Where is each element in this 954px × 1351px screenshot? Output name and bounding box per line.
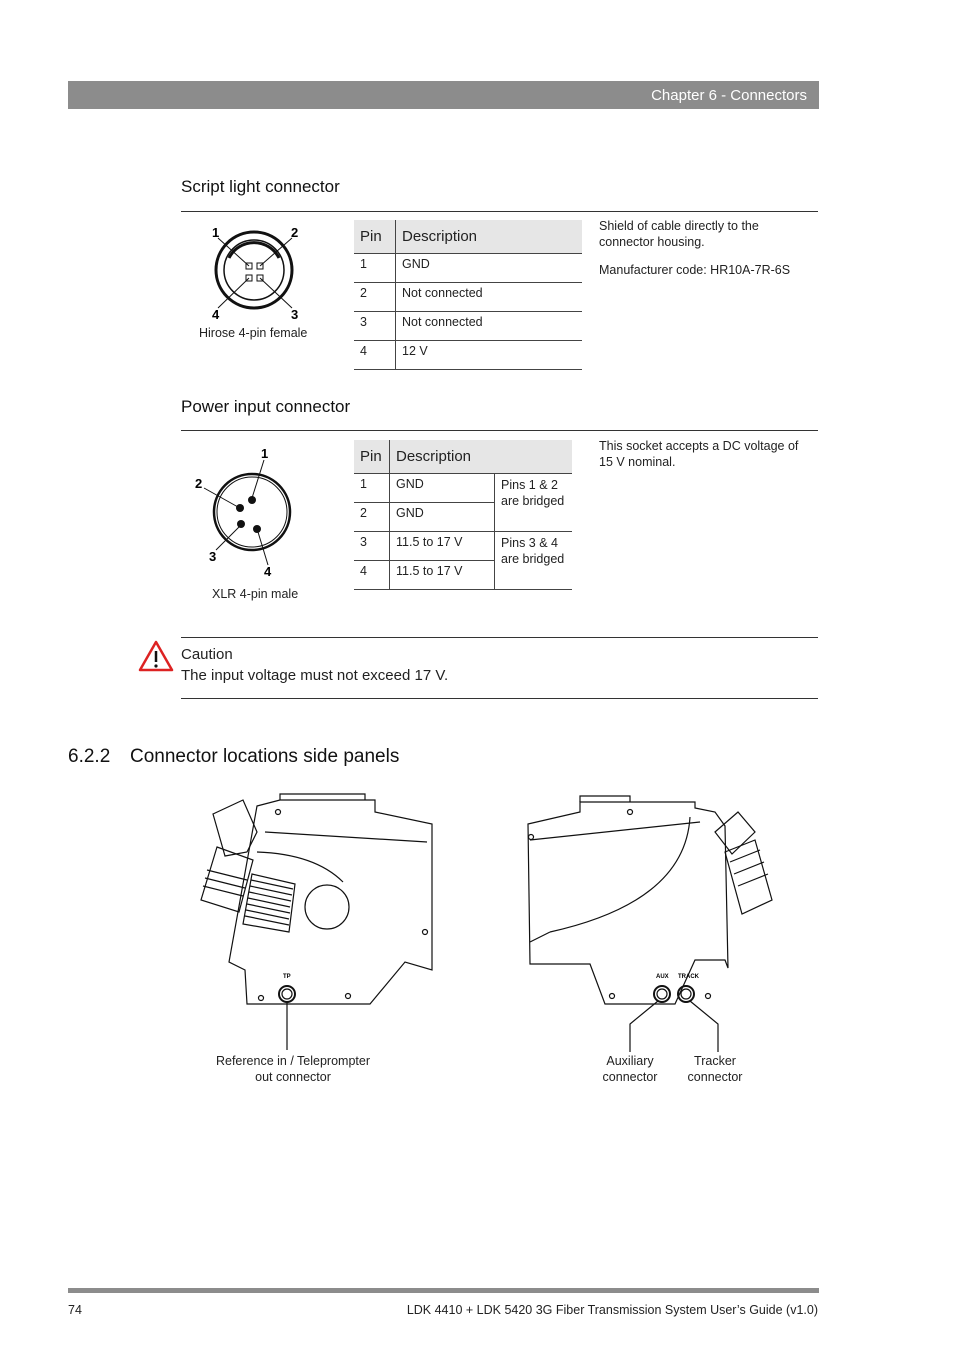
tp-label: TP bbox=[283, 974, 291, 980]
desc-cell: GND bbox=[390, 503, 495, 532]
pin-label: 4 bbox=[264, 564, 272, 579]
pin-cell: 1 bbox=[354, 254, 396, 283]
section-rule bbox=[181, 211, 818, 212]
auxiliary-connector-caption: Auxiliary connector bbox=[602, 1054, 658, 1084]
aux-label: AUX bbox=[656, 974, 669, 980]
table-header: Description bbox=[390, 440, 573, 474]
pin-cell: 2 bbox=[354, 503, 390, 532]
desc-cell: Not connected bbox=[396, 312, 583, 341]
track-label: TRACK bbox=[678, 974, 699, 980]
power-input-pin-table bbox=[354, 440, 572, 590]
pin-cell: 4 bbox=[354, 341, 396, 370]
table-row bbox=[354, 312, 582, 341]
pin-label: 3 bbox=[209, 549, 217, 564]
table-row bbox=[354, 341, 582, 370]
caution-title: Caution bbox=[181, 646, 233, 663]
pin-label: 3 bbox=[291, 307, 299, 322]
table-row bbox=[354, 532, 572, 561]
desc-cell: GND bbox=[390, 474, 495, 503]
section-rule bbox=[181, 430, 818, 431]
bridge-note-cell: Pins 1 & 2 are bridged bbox=[495, 474, 573, 532]
table-header: Pin bbox=[354, 440, 390, 474]
desc-cell: 11.5 to 17 V bbox=[390, 532, 495, 561]
tracker-connector-caption: Tracker connector bbox=[687, 1054, 743, 1084]
desc-cell: 12 V bbox=[396, 341, 583, 370]
table-header: Pin bbox=[354, 220, 396, 254]
page-number: 74 bbox=[68, 1303, 82, 1317]
table-row bbox=[354, 254, 582, 283]
document-title: LDK 4410 + LDK 5420 3G Fiber Transmission System User’s Guide (v1.0) bbox=[406, 1303, 818, 1317]
connector-caption: XLR 4-pin male bbox=[212, 587, 299, 601]
hirose-connector-diagram bbox=[195, 220, 315, 325]
voltage-note: This socket accepts a DC voltage of 15 V nominal. bbox=[599, 439, 799, 469]
pin-label: 2 bbox=[195, 476, 203, 491]
left-side-panel-drawing bbox=[195, 792, 445, 1052]
right-side-panel-drawing bbox=[520, 792, 780, 1062]
pin-cell: 3 bbox=[354, 532, 390, 561]
desc-cell: 11.5 to 17 V bbox=[390, 561, 495, 590]
desc-cell: Not connected bbox=[396, 283, 583, 312]
xlr-connector-diagram bbox=[190, 440, 310, 580]
bridge-note-cell: Pins 3 & 4 are bridged bbox=[495, 532, 573, 590]
script-light-pin-table bbox=[354, 220, 582, 370]
pin-cell: 2 bbox=[354, 283, 396, 312]
pin-label: 4 bbox=[212, 307, 220, 322]
warning-icon bbox=[138, 640, 174, 672]
footer-bar bbox=[68, 1288, 819, 1293]
table-header: Description bbox=[396, 220, 583, 254]
connector-caption: Hirose 4-pin female bbox=[199, 326, 308, 340]
caution-top-rule bbox=[181, 637, 818, 638]
pin-cell: 3 bbox=[354, 312, 396, 341]
chapter-header-bar bbox=[68, 81, 819, 109]
pin-cell: 1 bbox=[354, 474, 390, 503]
manufacturer-note: Manufacturer code: HR10A-7R-6S bbox=[599, 263, 791, 277]
shield-note: Shield of cable directly to the connector housing. bbox=[599, 219, 759, 249]
script-light-title: Script light connector bbox=[181, 177, 340, 196]
section-title: Connector locations side panels bbox=[130, 746, 400, 767]
reference-connector-caption: Reference in / Teleprompter out connector bbox=[215, 1054, 371, 1084]
power-input-title: Power input connector bbox=[181, 397, 351, 416]
pin-cell: 4 bbox=[354, 561, 390, 590]
caution-text: The input voltage must not exceed 17 V. bbox=[181, 667, 449, 684]
pin-label: 1 bbox=[261, 446, 269, 461]
table-row bbox=[354, 474, 572, 503]
chapter-title: Chapter 6 - Connectors bbox=[651, 87, 807, 104]
section-number: 6.2.2 bbox=[68, 746, 111, 767]
table-row bbox=[354, 283, 582, 312]
desc-cell: GND bbox=[396, 254, 583, 283]
pin-label: 1 bbox=[212, 225, 220, 240]
pin-label: 2 bbox=[291, 225, 299, 240]
caution-bottom-rule bbox=[181, 698, 818, 699]
